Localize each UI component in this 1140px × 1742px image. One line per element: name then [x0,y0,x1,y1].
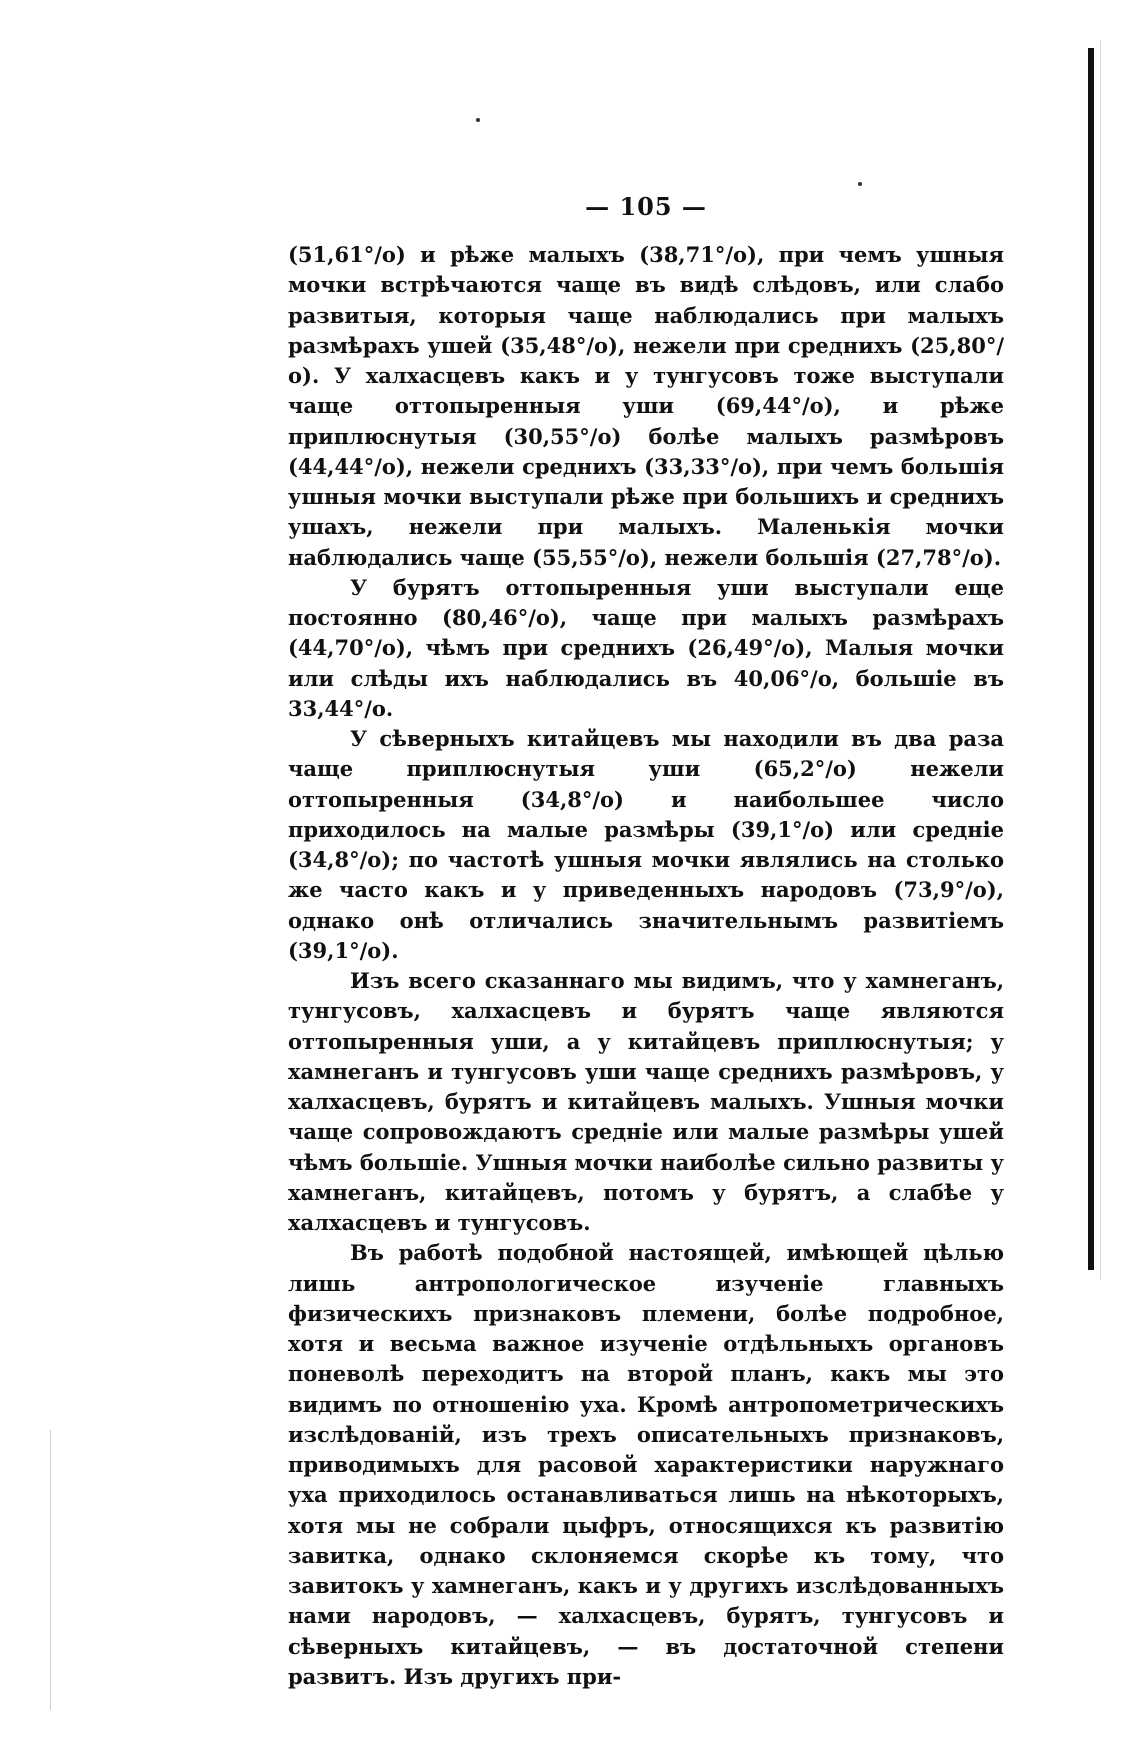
scan-edge-line [1100,40,1101,1280]
paragraph: Изъ всего сказаннаго мы видимъ, что у хамнеганъ, тунгусовъ, халхасцевъ и бурятъ чаще являются оттопыренныя уши, а у китайцевъ приплюснутыя; у хамнеганъ и тунгусовъ уши чаще среднихъ размѣровъ, у халхасцевъ, бурятъ и китайцевъ малыхъ. Ушныя мочки чаще сопровождаютъ средніе или малые размѣры ушей чѣмъ большіе. Ушныя мочки наиболѣе сильно развиты у хамнеганъ, китайцевъ, потомъ у бурятъ, а слабѣе у халхасцевъ и тунгусовъ. [288,968,1004,1235]
scan-margin-mark [50,1430,51,1710]
scan-speck [858,182,862,186]
paragraph: Въ работѣ подобной настоящей, имѣющей цѣлью лишь антропологическое изученіе главныхъ физическихъ признаковъ племени, болѣе подробное, хотя и весьма важное изученіе отдѣльныхъ органовъ поневолѣ переходитъ на второй планъ, какъ мы это видимъ по отношенію уха. Кромѣ антропометрическихъ изслѣдованій, изъ трехъ описательныхъ признаковъ, приводимыхъ для расовой характеристики наружнаго уха приходилось останавливаться лишь на нѣкоторыхъ, хотя мы не собрали цыфръ, относящихся къ развитію завитка, однако склоняемся скорѣе къ тому, что завитокъ у хамнеганъ, какъ и у другихъ изслѣдованныхъ нами народовъ, — халхасцевъ, бурятъ, тунгусовъ и сѣверныхъ китайцевъ, — въ достаточной степени развитъ. Изъ другихъ при- [288,1240,1004,1689]
paragraph: У сѣверныхъ китайцевъ мы находили въ два раза чаще приплюснутыя уши (65,2°/о) нежели оттопыренныя (34,8°/о) и наибольшее число приходилось на малые размѣры (39,1°/о) или средніе (34,8°/о); по частотѣ ушныя мочки являлись на столько же часто какъ и у приведенныхъ народовъ (73,9°/о), однако онѣ отличались значительнымъ развитіемъ (39,1°/о). [288,726,1004,963]
scan-speck [476,118,480,122]
body-text [288,240,1004,1692]
scan-edge-bar [1088,48,1094,1270]
paragraph: (51,61°/о) и рѣже малыхъ (38,71°/о), при чемъ ушныя мочки встрѣчаются чаще въ видѣ слѣдовъ, или слабо развитыя, которыя чаще наблюдались при малыхъ размѣрахъ ушей (35,48°/о), нежели при среднихъ (25,80°/о). У халхасцевъ какъ и у тунгусовъ тоже выступали чаще оттопыренныя уши (69,44°/о), и рѣже приплюснутыя (30,55°/о) болѣе малыхъ размѣровъ (44,44°/о), нежели среднихъ (33,33°/о), при чемъ большія ушныя мочки выступали рѣже при большихъ и среднихъ ушахъ, нежели при малыхъ. Маленькія мочки наблюдались чаще (55,55°/о), нежели большія (27,78°/о). [288,242,1004,570]
paragraph: У бурятъ оттопыренныя уши выступали еще постоянно (80,46°/о), чаще при малыхъ размѣрахъ (44,70°/о), чѣмъ при среднихъ (26,49°/о), Малыя мочки или слѣды ихъ наблюдались въ 40,06°/о, большіе въ 33,44°/о. [288,574,1004,721]
page-number: — 105 — [585,192,707,221]
